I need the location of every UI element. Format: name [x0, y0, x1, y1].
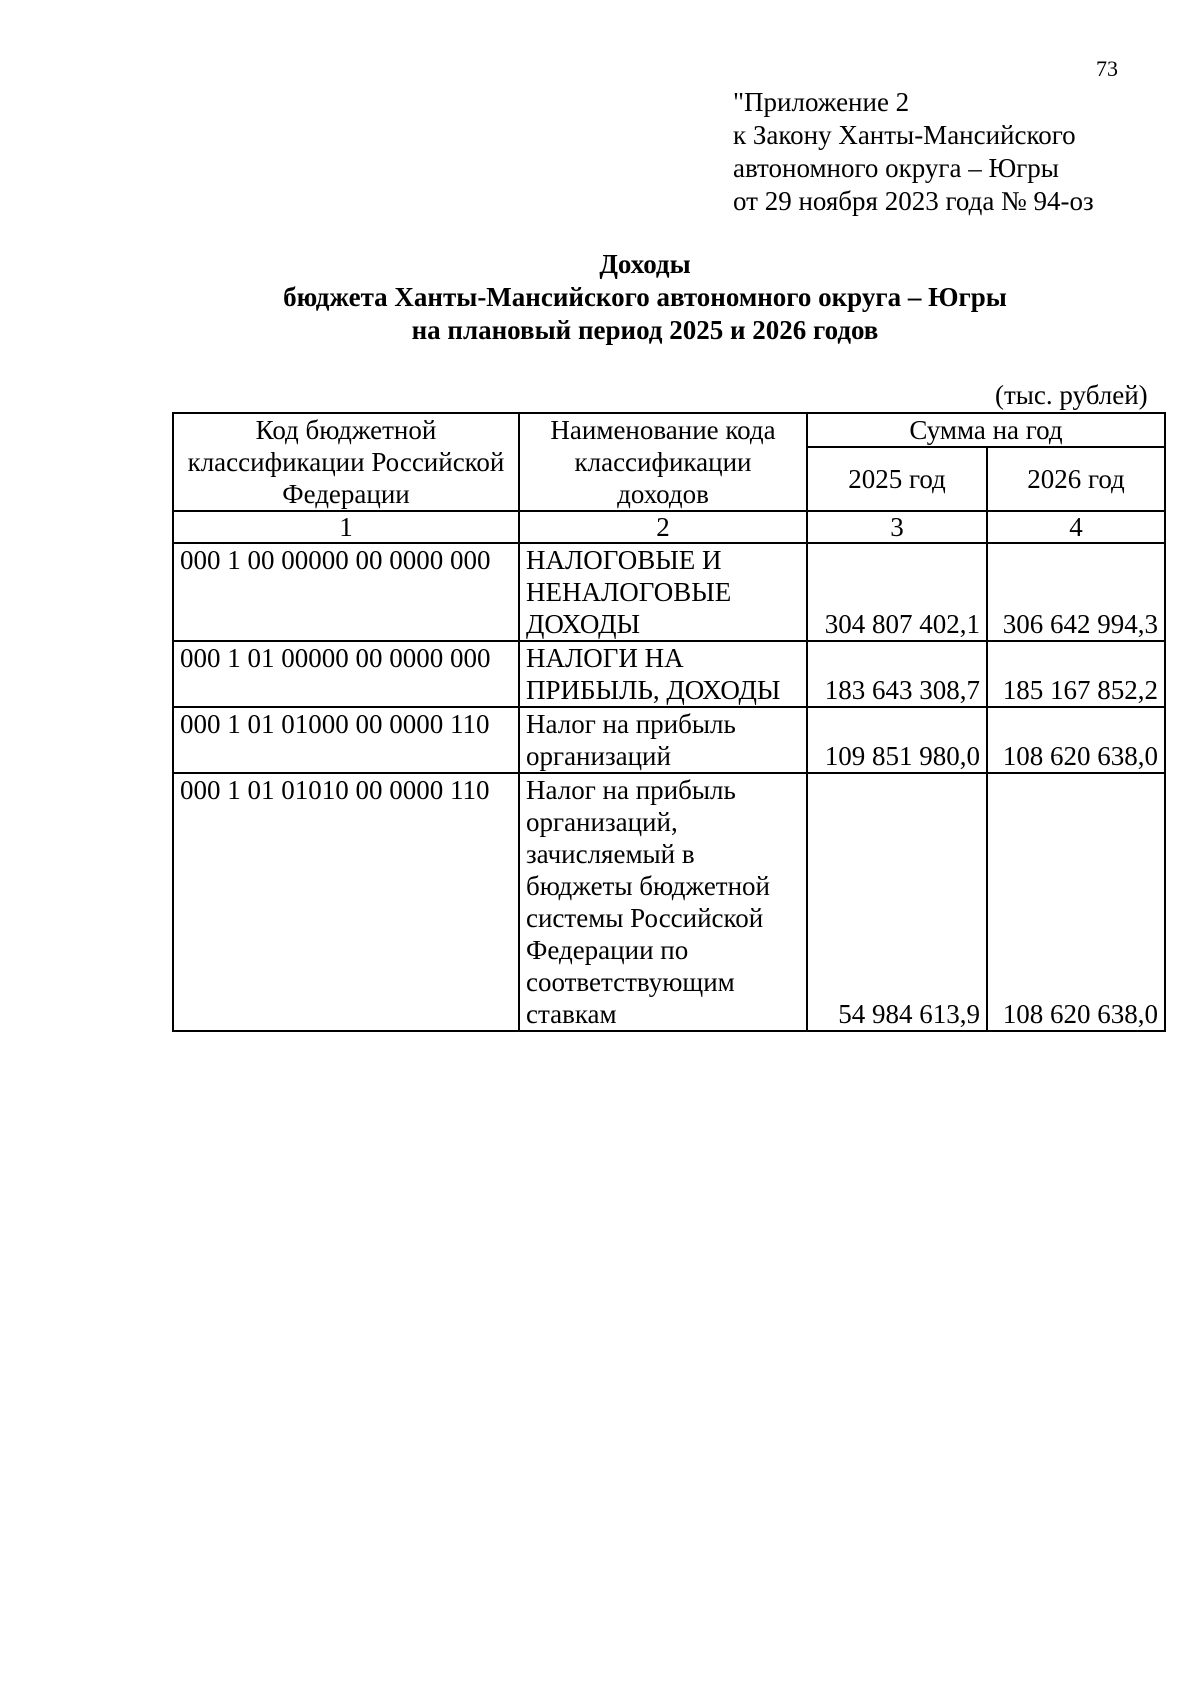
row-amount-2026: 108 620 638,0: [987, 707, 1165, 773]
header-code: Код бюджетной классификации Российской Федерации: [173, 413, 519, 511]
row-amount-2026: 306 642 994,3: [987, 543, 1165, 641]
row-name: НАЛОГОВЫЕ И НЕНАЛОГОВЫЕ ДОХОДЫ: [519, 543, 807, 641]
row-amount-2025: 54 984 613,9: [807, 773, 987, 1031]
column-number: 1: [173, 511, 519, 543]
row-amount-2026: 108 620 638,0: [987, 773, 1165, 1031]
table-row: [173, 707, 1165, 773]
column-number: 2: [519, 511, 807, 543]
table-row: [173, 641, 1165, 707]
appendix-line: от 29 ноября 2023 года № 94-оз: [733, 186, 1094, 216]
title-line: Доходы: [599, 249, 691, 279]
row-code: 000 1 01 01010 00 0000 110: [173, 773, 519, 1031]
document-title: [0, 248, 1200, 347]
title-line: на плановый период 2025 и 2026 годов: [411, 315, 879, 345]
header-2026: 2026 год: [987, 447, 1165, 511]
appendix-line: автономного округа – Югры: [733, 153, 1059, 183]
revenue-table: [172, 412, 1166, 1032]
column-number: 4: [987, 511, 1165, 543]
table-row: [173, 543, 1165, 641]
appendix-line: к Закону Ханты-Мансийского: [733, 120, 1076, 150]
row-code: 000 1 01 01000 00 0000 110: [173, 707, 519, 773]
column-number: 3: [807, 511, 987, 543]
appendix-line: "Приложение 2: [733, 87, 910, 117]
header-sum: Сумма на год: [807, 413, 1165, 447]
table-row: [173, 773, 1165, 1031]
page-number: 73: [1096, 56, 1118, 81]
title-line: бюджета Ханты-Мансийского автономного округа – Югры: [283, 282, 1007, 312]
header-name: Наименование кода классификации доходов: [519, 413, 807, 511]
row-name: Налог на прибыль организаций, зачисляемый в бюджеты бюджетной системы Российской Федерации по соответствующим ставкам: [519, 773, 807, 1031]
row-name: НАЛОГИ НА ПРИБЫЛЬ, ДОХОДЫ: [519, 641, 807, 707]
units-label: (тыс. рублей): [995, 380, 1148, 410]
row-amount-2025: 109 851 980,0: [807, 707, 987, 773]
row-code: 000 1 00 00000 00 0000 000: [173, 543, 519, 641]
row-amount-2025: 304 807 402,1: [807, 543, 987, 641]
row-amount-2025: 183 643 308,7: [807, 641, 987, 707]
row-name: Налог на прибыль организаций: [519, 707, 807, 773]
row-code: 000 1 01 00000 00 0000 000: [173, 641, 519, 707]
header-2025: 2025 год: [807, 447, 987, 511]
row-amount-2026: 185 167 852,2: [987, 641, 1165, 707]
appendix-reference: [733, 86, 1094, 218]
